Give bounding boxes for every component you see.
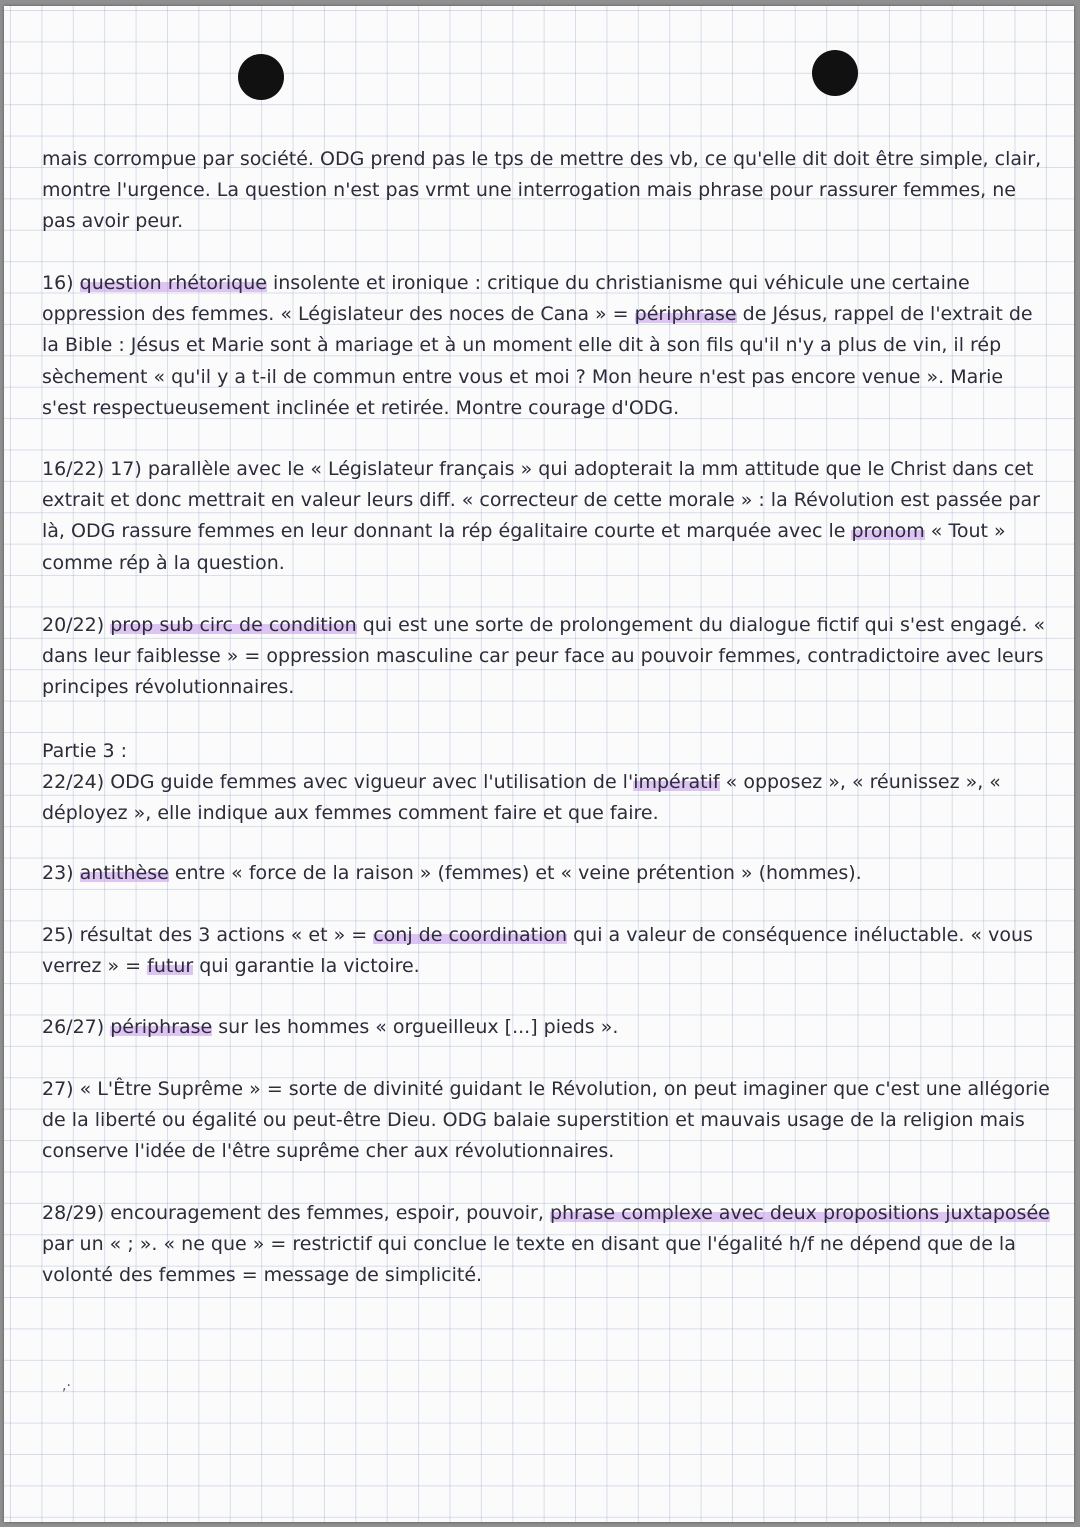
highlighted-term: futur (147, 955, 194, 978)
paragraph-26-27 (42, 1012, 1052, 1043)
highlighted-term: prop sub circ de condition (110, 614, 357, 636)
paragraph-16-22 (42, 454, 1052, 579)
text-run: 20/22) (42, 614, 111, 636)
text-run: de Jésus, rappel de l'extrait de la Bible : Jésus et Marie sont à mariage et à un moment elle dit à son fils qu'il n'y a plus de vin, il rép sèchement « qu'il y a t-il de commun entre vous et moi ? Mon heure n'est pas encore venue ». Marie s'est respectueusement inclinée et retirée. Montre courage d'ODG. (42, 303, 1033, 419)
text-run: « opposez », « réunissez », « déployez », elle indique aux femmes comment faire et que faire. (42, 771, 1001, 825)
highlighted-term: question rhétorique (79, 272, 267, 294)
paragraph-20-22 (42, 610, 1052, 704)
paragraph-28-29 (42, 1198, 1052, 1292)
highlighted-term: impératif (633, 771, 720, 794)
notebook-page (4, 6, 1074, 1522)
text-run: mais corrompue par société. ODG prend pas le tps de mettre des vb, ce qu'elle dit doit être simple, clair, montre l'urgence. La question n'est pas vrmt une interrogation mais phrase pour rassurer femmes, ne pas avoir peur. (42, 148, 1042, 233)
text-run: qui a valeur de conséquence inéluctable. « vous verrez » = (42, 924, 1033, 978)
highlighted-term: antithèse (79, 862, 169, 884)
paragraph-23 (42, 858, 1052, 889)
text-run: 16) (42, 272, 80, 294)
text-run: qui est une sorte de prolongement du dialogue fictif qui s'est engagé. « dans leur faiblesse » = oppression masculine car peur face au pouvoir femmes, contradictoire avec leurs principes révolutionnaires. (42, 614, 1046, 699)
text-run: 28/29) encouragement des femmes, espoir, pouvoir, (42, 1202, 550, 1224)
text-run: insolente et ironique : critique du christianisme qui véhicule une certaine oppression des femmes. « Législateur des noces de Cana » = (42, 272, 970, 326)
text-run: 26/27) (42, 1016, 111, 1038)
highlighted-term: périphrase (634, 303, 737, 326)
text-run: par un « ; ». « ne que » = restrictif qui conclue le texte en disant que l'égalité h/f ne dépend que de la volonté des femmes = message de simplicité. (42, 1233, 1016, 1287)
paragraph-27 (42, 1074, 1052, 1168)
text-run: entre « force de la raison » (femmes) et « veine prétention » (hommes). (168, 862, 862, 884)
highlighted-term: pronom (851, 520, 925, 543)
text-run: 25) résultat des 3 actions « et » = (42, 924, 374, 946)
text-run: Partie 3 : 22/24) ODG guide femmes avec vigueur avec l'utilisation de l' (42, 740, 634, 794)
text-run: 16/22) 17) parallèle avec le « Législateur français » qui adopterait la mm attitude que le Christ dans cet extrait et donc mettrait en valeur leurs diff. « correcteur de cette morale » : la Révolution est passée par là, ODG rassure femmes en leur donnant la rép égalitaire courte et marquée avec le (42, 458, 1040, 543)
punch-hole-left (238, 54, 284, 100)
paragraph-partie-3 (42, 736, 1052, 830)
text-run: 23) (42, 862, 80, 884)
text-run: sur les hommes « orgueilleux [...] pieds ». (212, 1016, 619, 1038)
text-run: qui garantie la victoire. (193, 955, 420, 978)
paragraph-25 (42, 920, 1052, 982)
highlighted-term: phrase complexe avec deux propositions juxtaposée (549, 1202, 1050, 1224)
text-run: 27) « L'Être Suprême » = sorte de divinité guidant le Révolution, on peut imaginer que c'est une allégorie de la liberté ou égalité ou peut-être Dieu. ODG balaie superstition et mauvais usage de la religion mais conserve l'idée de l'être suprême cher aux révolutionnaires. (42, 1078, 1050, 1163)
punch-hole-right (812, 50, 858, 96)
paragraph-intro (42, 144, 1052, 238)
paragraph-16 (42, 268, 1052, 424)
highlighted-term: périphrase (110, 1016, 213, 1038)
pen-mark: ,· (62, 1378, 71, 1394)
highlighted-term: conj de coordination (373, 924, 568, 946)
text-run: « Tout » comme rép à la question. (42, 520, 1006, 574)
